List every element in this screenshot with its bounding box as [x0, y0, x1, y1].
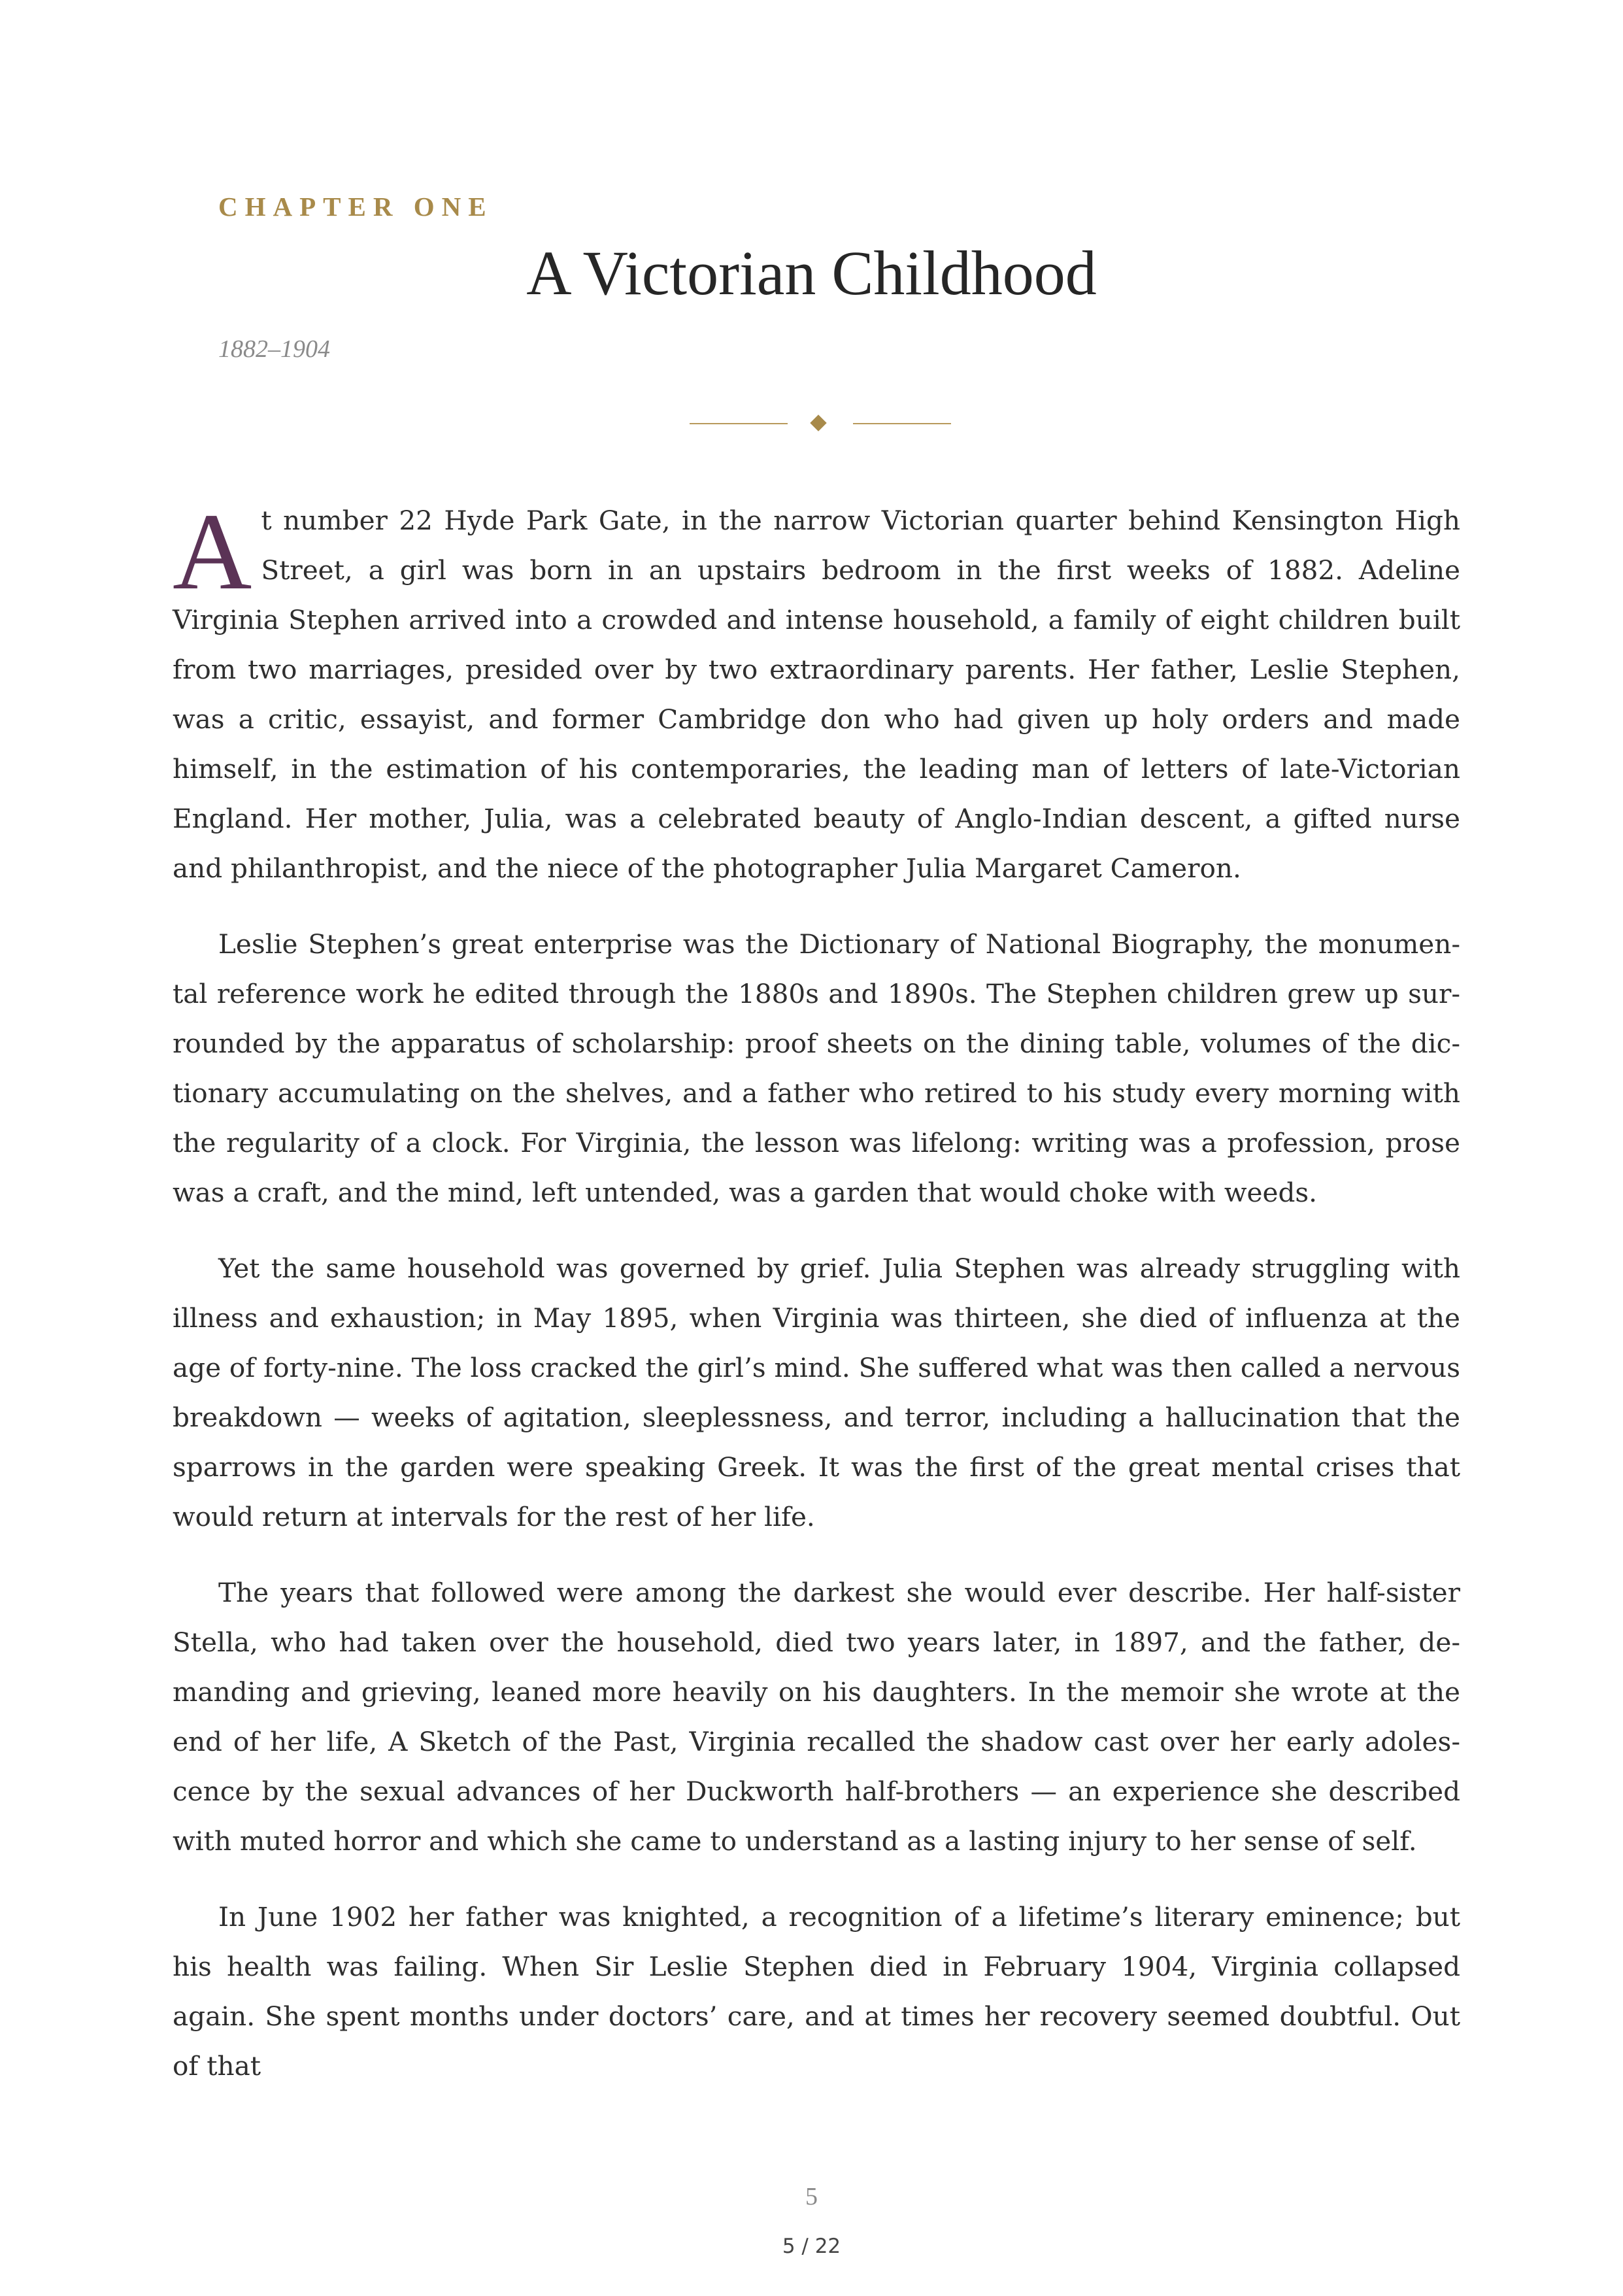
chapter-dates: 1882–1904	[218, 335, 330, 363]
ornament-rule-right	[853, 423, 951, 424]
paragraph-2: Leslie Stephen’s great enterprise was the Dictionary of National Biography, the monumental reference work he edited through the 1880s and 1890s. The Stephen children grew up surrounded by the apparatus of scholarship: proof sheets on the dining table, volumes of the dictionary accumulating on the shelves, and a father who retired to his study every morning with the regularity of a clock. For Virginia, the lesson was lifelong: writing was a profession, prose was a craft, and the mind, left untended, was a garden that would choke with weeds.	[173, 928, 1460, 1208]
diamond-ornament-icon	[690, 412, 945, 435]
paragraph-4: The years that followed were among the darkest she would ever describe. Her half-sister Stella, who had taken over the household, died two years later, in 1897, and the father, demanding and grieving, leaned more heavily on his daughters. In the memoir she wrote at the end of her life, A Sketch of the Past, Virginia recalled the shadow cast over her early adolescence by the sexual advances of her Duckworth half-brothers — an experience she described with muted horror and which she came to understand as a lasting injury to her sense of self.	[173, 1577, 1460, 1857]
paragraph-5: In June 1902 her father was knighted, a recognition of a lifetime’s literary eminence; but his health was failing. When Sir Leslie Stephen died in February 1904, Virginia collapsed again. She spent months under doctors’ care, and at times her recovery seemed doubtful. Out of that	[173, 1901, 1460, 2082]
paragraph-3: Yet the same household was governed by grief. Julia Stephen was already struggling with illness and exhaustion; in May 1895, when Virginia was thirteen, she died of influenza at the age of forty-nine. The loss cracked the girl’s mind. She suffered what was then called a nervous breakdown — weeks of agitation, sleeplessness, and terror, including a hallucination that the sparrows in the garden were speaking Greek. It was the first of the great mental crises that would return at intervals for the rest of her life.	[173, 1253, 1460, 1532]
ornament-diamond	[810, 414, 826, 431]
paragraph-text: t number 22 Hyde Park Gate, in the narrow Victorian quarter behind Kensington High Street, a girl was born in an upstairs bedroom in the first weeks of 1882. Adeline Virginia Stephen arrived into a crowded and intense household, a family of eight children built from two marriages, presided over by two extraordinary parents. Her father, Leslie Stephen, was a critic, essayist, and former Cambridge don who had given up holy orders and made himself, in the estimation of his contemporaries, the leading man of letters of late-Victorian England. Her mother, Julia, was a celebrated beauty of Anglo-Indian descent, a gifted nurse and philanthropist, and the niece of the photographer Julia Margaret Cameron.	[173, 505, 1460, 884]
drop-cap: A	[173, 491, 252, 613]
chapter-label: CHAPTER ONE	[218, 192, 494, 222]
chapter-title: A Victorian Childhood	[526, 238, 1097, 308]
ornament-rule-left	[690, 423, 788, 424]
paragraph-1	[173, 491, 1460, 893]
viewer-page-indicator: 5 / 22	[782, 2235, 841, 2258]
page-number: 5	[805, 2183, 818, 2210]
chapter-body	[173, 491, 1460, 2117]
